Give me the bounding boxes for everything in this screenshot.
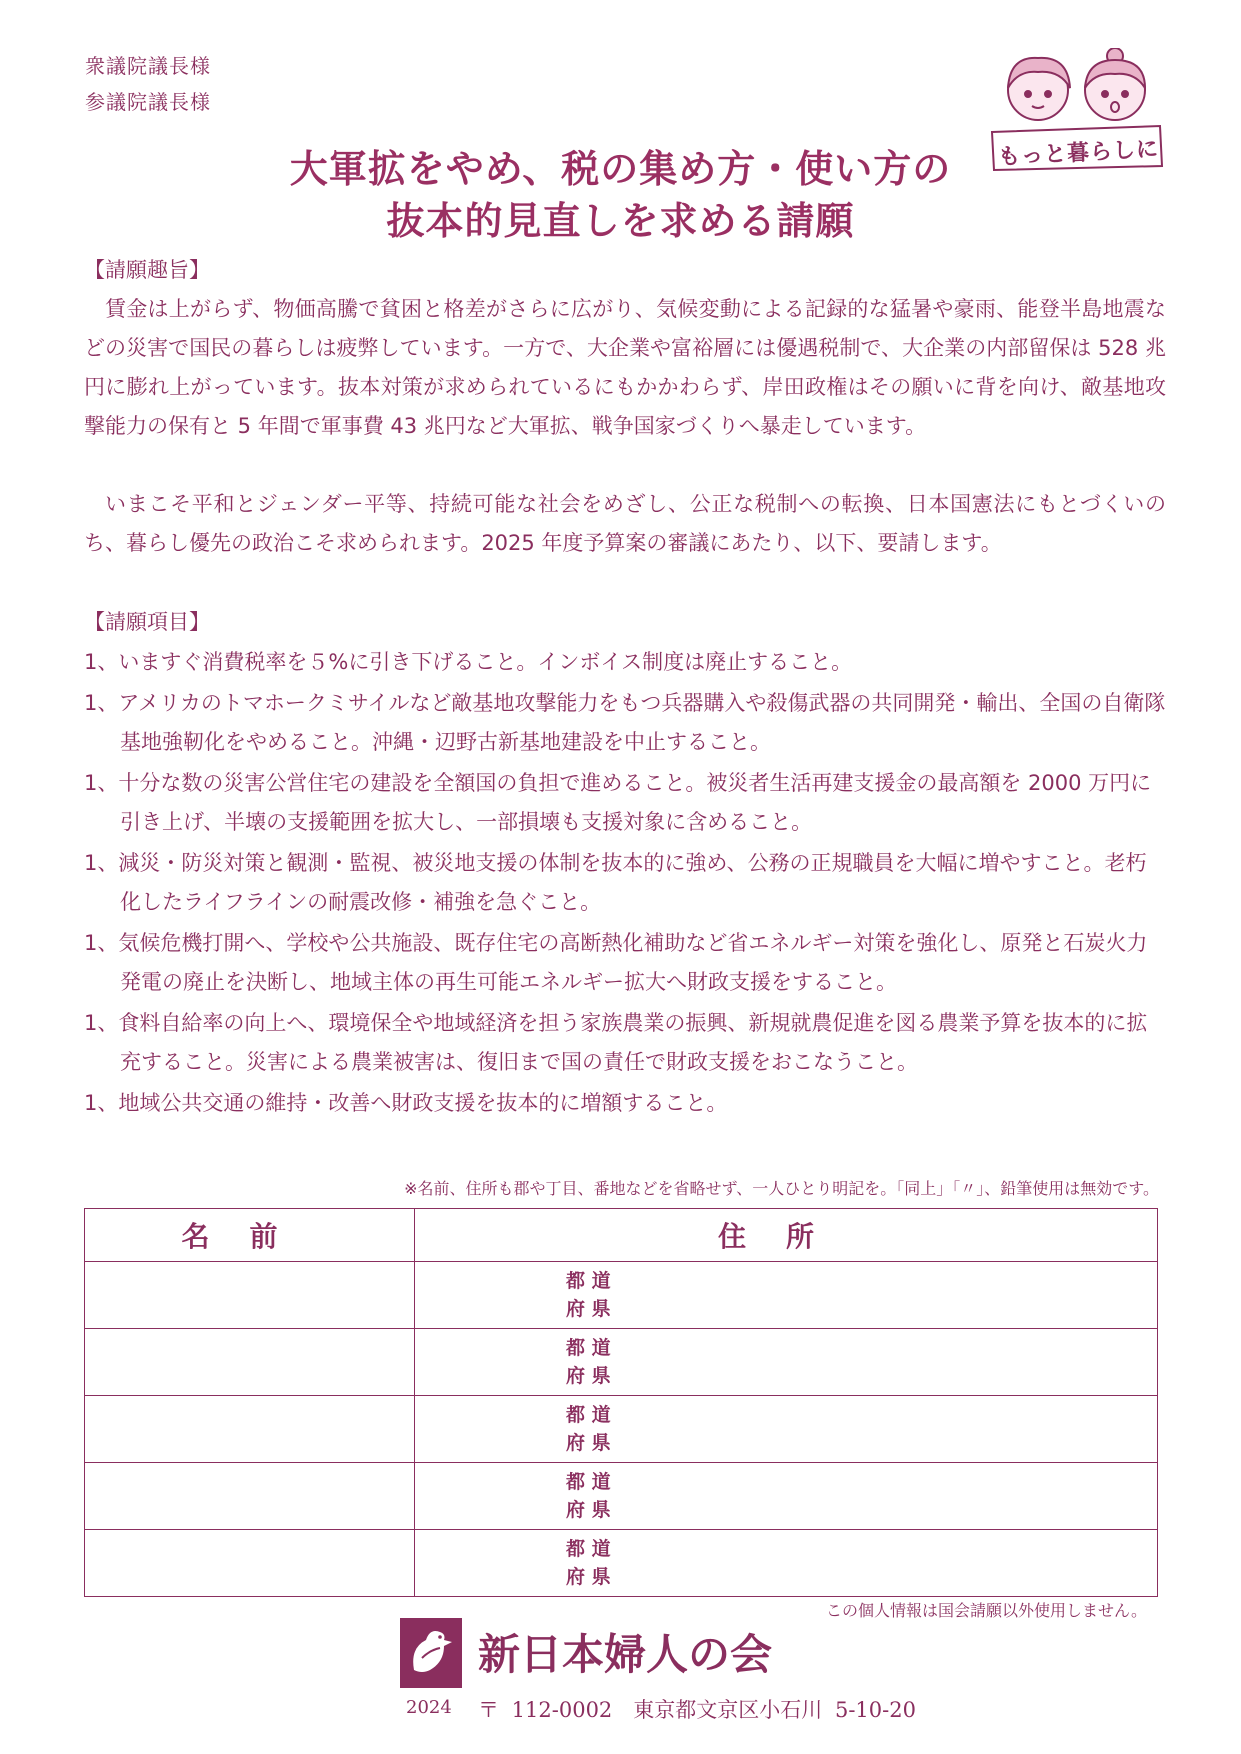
prefecture-label-line-2: 府 県 bbox=[566, 1298, 611, 1320]
footer-year: 2024 bbox=[406, 1697, 452, 1718]
signature-note: ※名前、住所も郡や丁目、番地などを省略せず、一人ひとり明記を。「同上」「〃」、鉛筆使用は無効です。 bbox=[404, 1179, 1159, 1198]
address-cell[interactable] bbox=[415, 1329, 1158, 1396]
request-item: 1、食料自給率の向上へ、環境保全や地域経済を担う家族農業の振興、新規就農促進を図る農業予算を抜本的に拡充すること。災害による農業被害は、復旧まで国の責任で財政支援をおこなうこと。 bbox=[84, 1011, 1148, 1074]
request-item: 1、いますぐ消費税率を５%に引き下げること。インボイス制度は廃止すること。 bbox=[84, 650, 853, 674]
purpose-heading: 【請願趣旨】 bbox=[84, 258, 210, 282]
purpose-paragraph-2: いまこそ平和とジェンダー平等、持続可能な社会をめざし、公正な税制への転換、日本国憲法にもとづくいのち、暮らし優先の政治こそ求められます。2025 年度予算案の審議にあたり、以下、要請します。 bbox=[84, 492, 1166, 555]
name-cell[interactable] bbox=[85, 1463, 415, 1530]
prefecture-label-line-1: 都 道 bbox=[566, 1538, 611, 1560]
organization-name: 新日本婦人の会 bbox=[478, 1630, 773, 1679]
address-column-header: 住所 bbox=[415, 1209, 1158, 1262]
address-cell[interactable] bbox=[415, 1396, 1158, 1463]
prefecture-label-line-2: 府 県 bbox=[566, 1365, 611, 1387]
name-cell[interactable] bbox=[85, 1530, 415, 1597]
name-cell[interactable] bbox=[85, 1329, 415, 1396]
address-cell[interactable] bbox=[415, 1530, 1158, 1597]
signature-row bbox=[85, 1329, 1158, 1396]
prefecture-label-line-1: 都 道 bbox=[566, 1404, 611, 1426]
prefecture-label-line-1: 都 道 bbox=[566, 1337, 611, 1359]
prefecture-label-line-2: 府 県 bbox=[566, 1499, 611, 1521]
request-item: 1、アメリカのトマホークミサイルなど敵基地攻撃能力をもつ兵器購入や殺傷武器の共同開発・輸出、全国の自衛隊基地強靭化をやめること。沖縄・辺野古新基地建設を中止すること。 bbox=[84, 691, 1166, 754]
illustration-sign-text: もっと暮らしに bbox=[997, 136, 1160, 171]
request-item: 1、減災・防災対策と観測・監視、被災地支援の体制を抜本的に強め、公務の正規職員を大幅に増やすこと。老朽化したライフラインの耐震改修・補強を急ぐこと。 bbox=[84, 851, 1147, 914]
request-item: 1、地域公共交通の維持・改善へ財政支援を抜本的に増額すること。 bbox=[84, 1091, 728, 1115]
prefecture-label-line-2: 府 県 bbox=[566, 1566, 611, 1588]
organization-address: 〒 112-0002 東京都文京区小石川 5-10-20 bbox=[478, 1698, 916, 1722]
requests-heading: 【請願項目】 bbox=[84, 610, 210, 634]
name-cell[interactable] bbox=[85, 1396, 415, 1463]
signature-row bbox=[85, 1262, 1158, 1329]
addressee-house-of-councillors: 参議院議長様 bbox=[85, 90, 211, 114]
dove-logo-icon bbox=[400, 1618, 462, 1688]
addressee-house-of-representatives: 衆議院議長様 bbox=[85, 54, 211, 78]
request-item: 1、気候危機打開へ、学校や公共施設、既存住宅の高断熱化補助など省エネルギー対策を強化し、原発と石炭火力発電の廃止を決断し、地域主体の再生可能エネルギー拡大へ財政支援をすること。 bbox=[84, 931, 1148, 994]
prefecture-label-line-1: 都 道 bbox=[566, 1270, 611, 1292]
signature-row bbox=[85, 1396, 1158, 1463]
petition-title-line-2: 抜本的見直しを求める請願 bbox=[386, 199, 855, 243]
address-cell[interactable] bbox=[415, 1463, 1158, 1530]
name-cell[interactable] bbox=[85, 1262, 415, 1329]
purpose-paragraph-1: 賃金は上がらず、物価高騰で貧困と格差がさらに広がり、気候変動による記録的な猛暑や豪雨、能登半島地震などの災害で国民の暮らしは疲弊しています。一方で、大企業や富裕層には優遇税制で、大企業の内部留保は 528 兆円に膨れ上がっています。抜本対策が求められているにもかかわらず、岸田政権はその願いに背を向け、敵基地攻撃能力の保有と 5 年間で軍事費 43 兆円など大軍拡、戦争国家づくりへ暴走しています。 bbox=[84, 297, 1166, 438]
privacy-note: この個人情報は国会請願以外使用しません。 bbox=[826, 1601, 1147, 1620]
prefecture-label-line-2: 府 県 bbox=[566, 1432, 611, 1454]
address-cell[interactable] bbox=[415, 1262, 1158, 1329]
petition-title-line-1: 大軍拡をやめ、税の集め方・使い方の bbox=[289, 147, 952, 191]
request-items-list bbox=[84, 643, 1166, 1125]
prefecture-label-line-1: 都 道 bbox=[566, 1471, 611, 1493]
signature-row bbox=[85, 1530, 1158, 1597]
signature-table bbox=[84, 1208, 1158, 1597]
request-item: 1、十分な数の災害公営住宅の建設を全額国の負担で進めること。被災者生活再建支援金の最高額を 2000 万円に引き上げ、半壊の支援範囲を拡大し、一部損壊も支援対象に含めること。 bbox=[84, 771, 1152, 834]
name-column-header: 名前 bbox=[85, 1209, 415, 1262]
signature-row bbox=[85, 1463, 1158, 1530]
